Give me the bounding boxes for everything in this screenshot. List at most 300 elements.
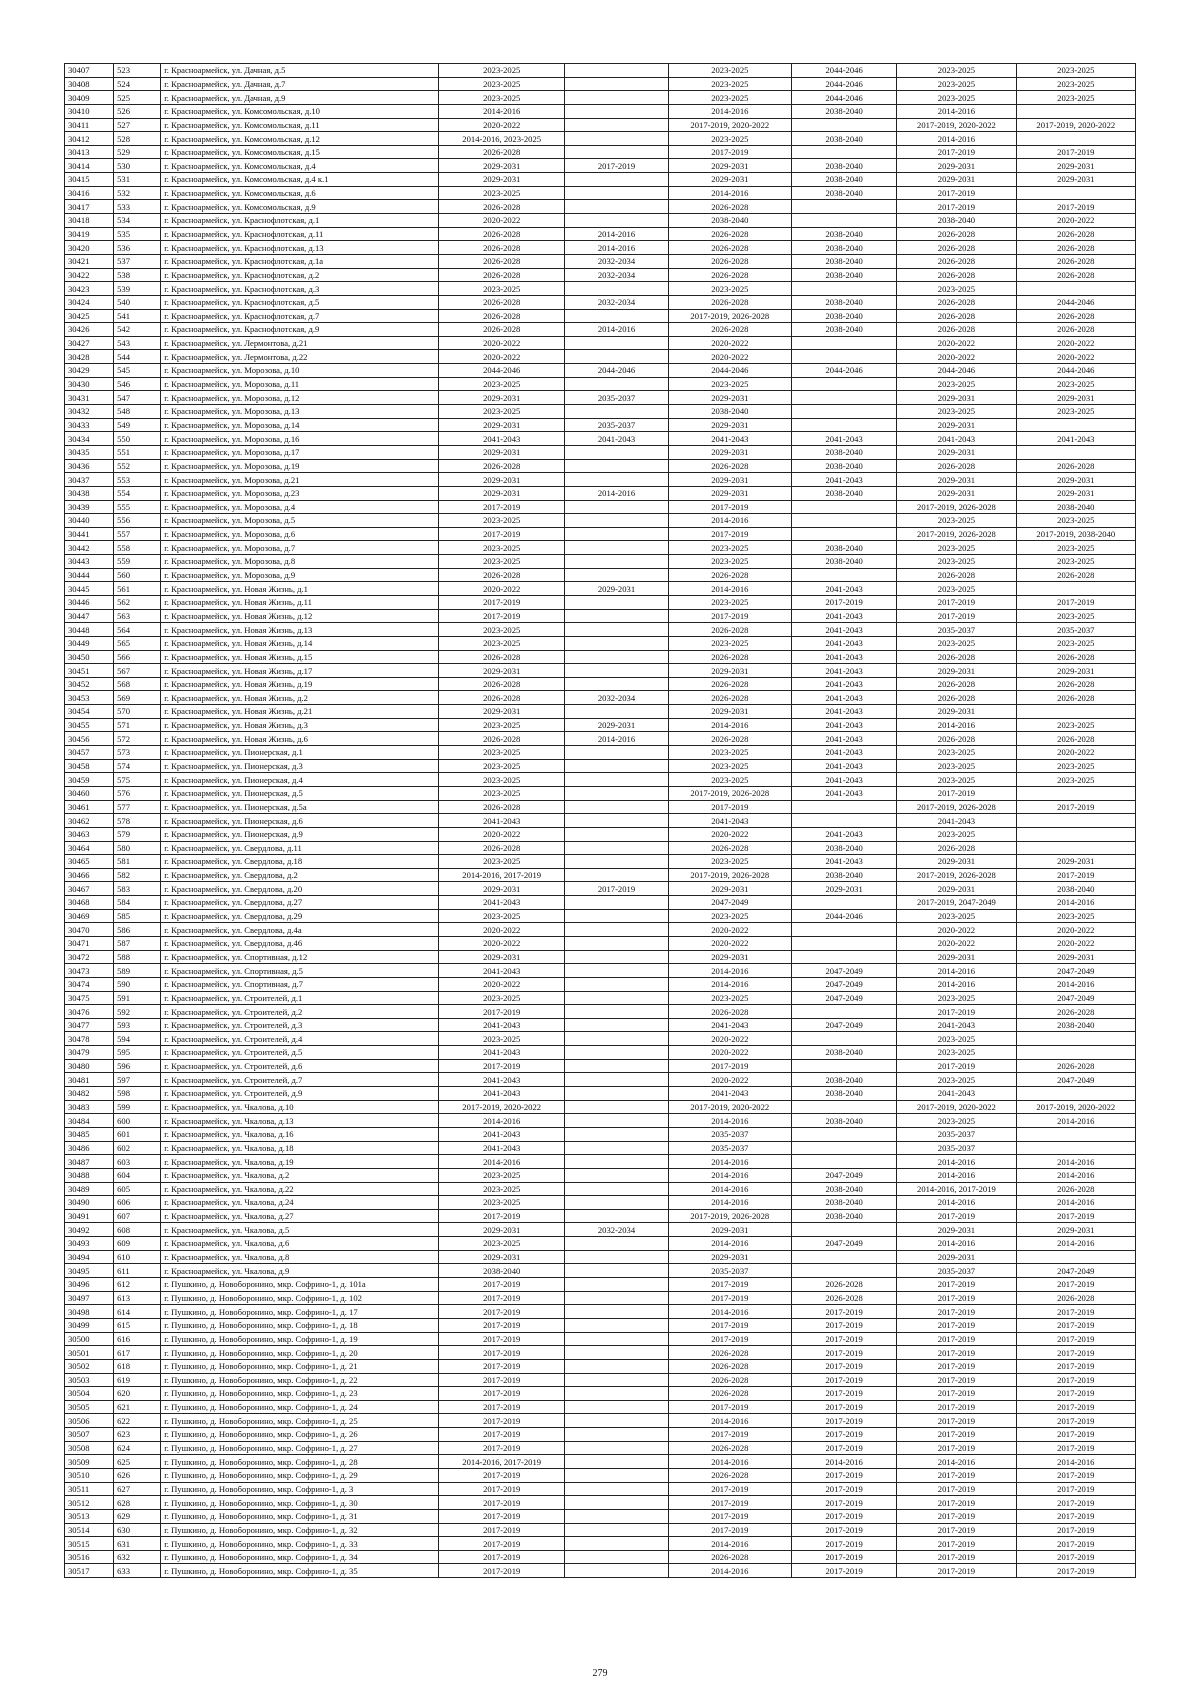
- row-number-cell: 30502: [65, 1359, 114, 1373]
- table-row: [65, 1168, 1136, 1182]
- period-3-cell: 2041-2043: [668, 1087, 791, 1101]
- period-5-cell: 2023-2025: [897, 746, 1016, 760]
- table-row: [65, 1264, 1136, 1278]
- row-number-cell: 30484: [65, 1114, 114, 1128]
- period-6-cell: 2017-2019: [1016, 1468, 1135, 1482]
- period-6-cell: 2026-2028: [1016, 459, 1135, 473]
- period-6-cell: 2017-2019: [1016, 1346, 1135, 1360]
- table-row: [65, 1305, 1136, 1319]
- period-1-cell: 2041-2043: [439, 896, 565, 910]
- period-6-cell: [1016, 814, 1135, 828]
- address-cell: г. Красноармейск, ул. Комсомольская, д.12: [161, 132, 439, 146]
- address-cell: г. Красноармейск, ул. Морозова, д.4: [161, 500, 439, 514]
- period-2-cell: [565, 786, 668, 800]
- period-5-cell: 2026-2028: [897, 268, 1016, 282]
- address-cell: г. Пушкино, д. Новоборонино, мкр. Софрино-1, д. 3: [161, 1482, 439, 1496]
- row-number-cell: 30499: [65, 1318, 114, 1332]
- period-5-cell: 2017-2019: [897, 200, 1016, 214]
- period-3-cell: 2017-2019, 2020-2022: [668, 1100, 791, 1114]
- period-5-cell: 2014-2016: [897, 718, 1016, 732]
- row-number-cell: 30450: [65, 650, 114, 664]
- period-6-cell: 2014-2016: [1016, 1155, 1135, 1169]
- period-6-cell: [1016, 582, 1135, 596]
- period-1-cell: 2017-2019: [439, 1482, 565, 1496]
- period-6-cell: 2017-2019: [1016, 1209, 1135, 1223]
- address-cell: г. Красноармейск, ул. Комсомольская, д.4: [161, 159, 439, 173]
- period-1-cell: 2023-2025: [439, 636, 565, 650]
- table-row: [65, 950, 1136, 964]
- period-1-cell: 2017-2019, 2020-2022: [439, 1100, 565, 1114]
- address-cell: г. Красноармейск, ул. Чкалова, д.10: [161, 1100, 439, 1114]
- row-number-cell: 30506: [65, 1414, 114, 1428]
- period-5-cell: 2023-2025: [897, 1073, 1016, 1087]
- address-cell: г. Красноармейск, ул. Морозова, д.19: [161, 459, 439, 473]
- period-3-cell: 2029-2031: [668, 473, 791, 487]
- period-3-cell: 2026-2028: [668, 691, 791, 705]
- period-3-cell: 2029-2031: [668, 950, 791, 964]
- period-2-cell: [565, 1032, 668, 1046]
- table-row: [65, 909, 1136, 923]
- period-5-cell: 2017-2019: [897, 1332, 1016, 1346]
- period-3-cell: 2014-2016: [668, 977, 791, 991]
- period-4-cell: [791, 1005, 896, 1019]
- address-cell: г. Красноармейск, ул. Комсомольская, д.11: [161, 118, 439, 132]
- period-1-cell: 2023-2025: [439, 1168, 565, 1182]
- item-number-cell: 571: [114, 718, 161, 732]
- period-5-cell: 2020-2022: [897, 350, 1016, 364]
- period-4-cell: 2038-2040: [791, 323, 896, 337]
- period-4-cell: 2041-2043: [791, 718, 896, 732]
- period-6-cell: 2017-2019: [1016, 1359, 1135, 1373]
- address-cell: г. Красноармейск, ул. Краснофлотская, д.5: [161, 295, 439, 309]
- item-number-cell: 570: [114, 705, 161, 719]
- period-3-cell: 2017-2019: [668, 1428, 791, 1442]
- table-row: [65, 268, 1136, 282]
- period-4-cell: 2047-2049: [791, 977, 896, 991]
- address-cell: г. Пушкино, д. Новоборонино, мкр. Софрино-1, д. 31: [161, 1509, 439, 1523]
- period-1-cell: 2023-2025: [439, 186, 565, 200]
- period-1-cell: 2017-2019: [439, 1005, 565, 1019]
- period-5-cell: 2017-2019: [897, 1523, 1016, 1537]
- period-4-cell: 2038-2040: [791, 1087, 896, 1101]
- table-row: [65, 1441, 1136, 1455]
- address-cell: г. Красноармейск, ул. Морозова, д.21: [161, 473, 439, 487]
- period-4-cell: 2038-2040: [791, 486, 896, 500]
- period-3-cell: 2017-2019, 2026-2028: [668, 868, 791, 882]
- period-6-cell: 2026-2028: [1016, 1059, 1135, 1073]
- period-6-cell: 2029-2031: [1016, 486, 1135, 500]
- period-1-cell: 2026-2028: [439, 323, 565, 337]
- period-3-cell: 2017-2019: [668, 1059, 791, 1073]
- period-1-cell: 2029-2031: [439, 473, 565, 487]
- table-row: [65, 582, 1136, 596]
- period-2-cell: [565, 950, 668, 964]
- table-row: [65, 1127, 1136, 1141]
- period-1-cell: 2017-2019: [439, 527, 565, 541]
- period-5-cell: 2023-2025: [897, 909, 1016, 923]
- period-4-cell: 2017-2019: [791, 1482, 896, 1496]
- item-number-cell: 551: [114, 445, 161, 459]
- period-1-cell: 2026-2028: [439, 268, 565, 282]
- address-cell: г. Пушкино, д. Новоборонино, мкр. Софрино-1, д. 29: [161, 1468, 439, 1482]
- row-number-cell: 30434: [65, 432, 114, 446]
- row-number-cell: 30486: [65, 1141, 114, 1155]
- period-3-cell: 2023-2025: [668, 909, 791, 923]
- period-3-cell: 2026-2028: [668, 268, 791, 282]
- table-row: [65, 473, 1136, 487]
- row-number-cell: 30409: [65, 91, 114, 105]
- period-4-cell: [791, 814, 896, 828]
- item-number-cell: 560: [114, 568, 161, 582]
- period-6-cell: 2029-2031: [1016, 173, 1135, 187]
- period-4-cell: 2017-2019: [791, 1523, 896, 1537]
- period-3-cell: 2029-2031: [668, 882, 791, 896]
- period-4-cell: 2017-2019: [791, 1373, 896, 1387]
- address-cell: г. Красноармейск, ул. Новая Жизнь, д.15: [161, 650, 439, 664]
- item-number-cell: 580: [114, 841, 161, 855]
- item-number-cell: 603: [114, 1155, 161, 1169]
- period-3-cell: 2026-2028: [668, 254, 791, 268]
- address-cell: г. Пушкино, д. Новоборонино, мкр. Софрино-1, д. 20: [161, 1346, 439, 1360]
- period-6-cell: 2029-2031: [1016, 391, 1135, 405]
- address-cell: г. Красноармейск, ул. Комсомольская, д.10: [161, 104, 439, 118]
- period-4-cell: 2041-2043: [791, 473, 896, 487]
- address-cell: г. Пушкино, д. Новоборонино, мкр. Софрино-1, д. 24: [161, 1400, 439, 1414]
- table-row: [65, 677, 1136, 691]
- period-3-cell: 2047-2049: [668, 896, 791, 910]
- period-2-cell: [565, 1550, 668, 1564]
- row-number-cell: 30479: [65, 1046, 114, 1060]
- period-3-cell: 2035-2037: [668, 1264, 791, 1278]
- period-3-cell: 2017-2019: [668, 1278, 791, 1292]
- address-cell: г. Красноармейск, ул. Морозова, д.7: [161, 541, 439, 555]
- period-2-cell: [565, 500, 668, 514]
- item-number-cell: 607: [114, 1209, 161, 1223]
- period-6-cell: [1016, 445, 1135, 459]
- period-2-cell: [565, 595, 668, 609]
- row-number-cell: 30449: [65, 636, 114, 650]
- period-4-cell: 2017-2019: [791, 1359, 896, 1373]
- table-row: [65, 1073, 1136, 1087]
- period-1-cell: 2014-2016: [439, 1155, 565, 1169]
- table-row: [65, 1237, 1136, 1251]
- period-2-cell: 2014-2016: [565, 486, 668, 500]
- address-cell: г. Красноармейск, ул. Лермонтова, д.21: [161, 336, 439, 350]
- period-6-cell: 2017-2019: [1016, 1509, 1135, 1523]
- address-cell: г. Красноармейск, ул. Свердлова, д.11: [161, 841, 439, 855]
- period-1-cell: 2023-2025: [439, 555, 565, 569]
- period-5-cell: 2023-2025: [897, 555, 1016, 569]
- period-4-cell: [791, 214, 896, 228]
- period-3-cell: 2020-2022: [668, 1046, 791, 1060]
- period-4-cell: [791, 1032, 896, 1046]
- period-2-cell: 2014-2016: [565, 732, 668, 746]
- period-3-cell: 2029-2031: [668, 418, 791, 432]
- period-5-cell: 2026-2028: [897, 459, 1016, 473]
- period-1-cell: 2026-2028: [439, 691, 565, 705]
- item-number-cell: 610: [114, 1250, 161, 1264]
- period-5-cell: 2020-2022: [897, 923, 1016, 937]
- item-number-cell: 530: [114, 159, 161, 173]
- period-2-cell: [565, 1264, 668, 1278]
- period-2-cell: [565, 132, 668, 146]
- period-5-cell: 2014-2016: [897, 104, 1016, 118]
- row-number-cell: 30462: [65, 814, 114, 828]
- period-5-cell: 2026-2028: [897, 309, 1016, 323]
- period-2-cell: 2014-2016: [565, 227, 668, 241]
- item-number-cell: 575: [114, 773, 161, 787]
- period-2-cell: [565, 568, 668, 582]
- period-5-cell: 2041-2043: [897, 1087, 1016, 1101]
- period-5-cell: 2017-2019: [897, 145, 1016, 159]
- period-3-cell: 2023-2025: [668, 759, 791, 773]
- period-4-cell: 2017-2019: [791, 1537, 896, 1551]
- table-row: [65, 1373, 1136, 1387]
- row-number-cell: 30482: [65, 1087, 114, 1101]
- table-row: [65, 500, 1136, 514]
- table-row: [65, 1223, 1136, 1237]
- period-3-cell: 2038-2040: [668, 405, 791, 419]
- period-2-cell: [565, 1059, 668, 1073]
- period-4-cell: 2041-2043: [791, 746, 896, 760]
- period-3-cell: 2023-2025: [668, 746, 791, 760]
- period-4-cell: 2047-2049: [791, 1168, 896, 1182]
- period-6-cell: 2017-2019: [1016, 1523, 1135, 1537]
- period-2-cell: [565, 650, 668, 664]
- address-cell: г. Красноармейск, ул. Морозова, д.13: [161, 405, 439, 419]
- period-4-cell: [791, 145, 896, 159]
- item-number-cell: 532: [114, 186, 161, 200]
- period-6-cell: 2020-2022: [1016, 336, 1135, 350]
- period-5-cell: 2017-2019, 2026-2028: [897, 800, 1016, 814]
- period-3-cell: 2026-2028: [668, 1346, 791, 1360]
- period-6-cell: 2023-2025: [1016, 541, 1135, 555]
- period-3-cell: 2026-2028: [668, 568, 791, 582]
- address-cell: г. Красноармейск, ул. Новая Жизнь, д.3: [161, 718, 439, 732]
- row-number-cell: 30463: [65, 827, 114, 841]
- address-cell: г. Пушкино, д. Новоборонино, мкр. Софрино-1, д. 102: [161, 1291, 439, 1305]
- item-number-cell: 618: [114, 1359, 161, 1373]
- period-2-cell: [565, 1114, 668, 1128]
- row-number-cell: 30505: [65, 1400, 114, 1414]
- period-1-cell: 2023-2025: [439, 786, 565, 800]
- item-number-cell: 592: [114, 1005, 161, 1019]
- row-number-cell: 30443: [65, 555, 114, 569]
- period-2-cell: [565, 937, 668, 951]
- row-number-cell: 30473: [65, 964, 114, 978]
- period-6-cell: 2017-2019: [1016, 1564, 1135, 1578]
- address-cell: г. Красноармейск, ул. Чкалова, д.13: [161, 1114, 439, 1128]
- period-5-cell: 2017-2019: [897, 1564, 1016, 1578]
- row-number-cell: 30458: [65, 759, 114, 773]
- period-1-cell: 2020-2022: [439, 336, 565, 350]
- period-6-cell: 2047-2049: [1016, 1264, 1135, 1278]
- item-number-cell: 599: [114, 1100, 161, 1114]
- period-1-cell: 2014-2016, 2023-2025: [439, 132, 565, 146]
- address-cell: г. Пушкино, д. Новоборонино, мкр. Софрино-1, д. 17: [161, 1305, 439, 1319]
- item-number-cell: 582: [114, 868, 161, 882]
- period-6-cell: [1016, 1250, 1135, 1264]
- table-row: [65, 254, 1136, 268]
- period-2-cell: [565, 1441, 668, 1455]
- row-number-cell: 30426: [65, 323, 114, 337]
- item-number-cell: 557: [114, 527, 161, 541]
- item-number-cell: 594: [114, 1032, 161, 1046]
- period-2-cell: [565, 1046, 668, 1060]
- period-2-cell: [565, 909, 668, 923]
- period-1-cell: 2029-2031: [439, 159, 565, 173]
- period-6-cell: 2029-2031: [1016, 1223, 1135, 1237]
- address-cell: г. Красноармейск, ул. Морозова, д.8: [161, 555, 439, 569]
- period-2-cell: [565, 541, 668, 555]
- period-6-cell: 2017-2019, 2020-2022: [1016, 1100, 1135, 1114]
- table-row: [65, 650, 1136, 664]
- period-2-cell: [565, 1237, 668, 1251]
- address-cell: г. Красноармейск, ул. Морозова, д.17: [161, 445, 439, 459]
- period-4-cell: 2047-2049: [791, 1018, 896, 1032]
- period-6-cell: 2026-2028: [1016, 568, 1135, 582]
- period-3-cell: 2026-2028: [668, 677, 791, 691]
- address-cell: г. Красноармейск, ул. Краснофлотская, д.1а: [161, 254, 439, 268]
- table-row: [65, 1155, 1136, 1169]
- period-5-cell: 2017-2019, 2026-2028: [897, 868, 1016, 882]
- period-6-cell: 2026-2028: [1016, 1005, 1135, 1019]
- period-1-cell: 2023-2025: [439, 718, 565, 732]
- period-4-cell: 2026-2028: [791, 1278, 896, 1292]
- address-cell: г. Красноармейск, ул. Новая Жизнь, д.17: [161, 664, 439, 678]
- item-number-cell: 563: [114, 609, 161, 623]
- period-2-cell: [565, 1141, 668, 1155]
- period-3-cell: 2020-2022: [668, 1032, 791, 1046]
- row-number-cell: 30446: [65, 595, 114, 609]
- row-number-cell: 30451: [65, 664, 114, 678]
- period-4-cell: [791, 1127, 896, 1141]
- period-1-cell: 2017-2019: [439, 1332, 565, 1346]
- period-1-cell: 2023-2025: [439, 1182, 565, 1196]
- period-1-cell: 2017-2019: [439, 1346, 565, 1360]
- item-number-cell: 555: [114, 500, 161, 514]
- period-3-cell: 2026-2028: [668, 1005, 791, 1019]
- item-number-cell: 541: [114, 309, 161, 323]
- period-5-cell: 2041-2043: [897, 814, 1016, 828]
- period-6-cell: 2017-2019: [1016, 1482, 1135, 1496]
- period-6-cell: [1016, 104, 1135, 118]
- period-6-cell: 2017-2019, 2020-2022: [1016, 118, 1135, 132]
- row-number-cell: 30414: [65, 159, 114, 173]
- address-cell: г. Красноармейск, ул. Спортивная, д.12: [161, 950, 439, 964]
- period-6-cell: 2017-2019: [1016, 1305, 1135, 1319]
- schedule-table-body: [65, 64, 1136, 1578]
- item-number-cell: 588: [114, 950, 161, 964]
- table-row: [65, 132, 1136, 146]
- period-5-cell: 2017-2019, 2026-2028: [897, 500, 1016, 514]
- table-row: [65, 1482, 1136, 1496]
- item-number-cell: 564: [114, 623, 161, 637]
- row-number-cell: 30460: [65, 786, 114, 800]
- period-5-cell: 2026-2028: [897, 691, 1016, 705]
- period-4-cell: [791, 1250, 896, 1264]
- period-1-cell: 2017-2019: [439, 1537, 565, 1551]
- period-1-cell: 2017-2019: [439, 1400, 565, 1414]
- period-5-cell: 2023-2025: [897, 1114, 1016, 1128]
- table-row: [65, 786, 1136, 800]
- item-number-cell: 552: [114, 459, 161, 473]
- period-3-cell: 2014-2016: [668, 1564, 791, 1578]
- address-cell: г. Красноармейск, ул. Новая Жизнь, д.1: [161, 582, 439, 596]
- row-number-cell: 30495: [65, 1264, 114, 1278]
- period-3-cell: 2029-2031: [668, 664, 791, 678]
- period-1-cell: 2017-2019: [439, 1305, 565, 1319]
- period-3-cell: 2017-2019: [668, 500, 791, 514]
- address-cell: г. Красноармейск, ул. Пионерская, д.4: [161, 773, 439, 787]
- address-cell: г. Красноармейск, ул. Чкалова, д.8: [161, 1250, 439, 1264]
- period-2-cell: [565, 1414, 668, 1428]
- period-5-cell: 2029-2031: [897, 486, 1016, 500]
- row-number-cell: 30496: [65, 1278, 114, 1292]
- period-1-cell: 2017-2019: [439, 1523, 565, 1537]
- period-3-cell: 2029-2031: [668, 1250, 791, 1264]
- period-6-cell: [1016, 282, 1135, 296]
- period-1-cell: 2029-2031: [439, 1250, 565, 1264]
- period-5-cell: 2014-2016: [897, 1237, 1016, 1251]
- period-5-cell: 2014-2016, 2017-2019: [897, 1182, 1016, 1196]
- period-6-cell: 2044-2046: [1016, 364, 1135, 378]
- period-4-cell: [791, 350, 896, 364]
- period-3-cell: 2017-2019: [668, 1318, 791, 1332]
- period-1-cell: 2029-2031: [439, 1223, 565, 1237]
- row-number-cell: 30427: [65, 336, 114, 350]
- period-3-cell: 2017-2019: [668, 609, 791, 623]
- period-6-cell: 2014-2016: [1016, 1196, 1135, 1210]
- period-3-cell: 2041-2043: [668, 1018, 791, 1032]
- period-6-cell: 2023-2025: [1016, 555, 1135, 569]
- address-cell: г. Красноармейск, ул. Новая Жизнь, д.11: [161, 595, 439, 609]
- period-5-cell: 2023-2025: [897, 991, 1016, 1005]
- period-3-cell: 2035-2037: [668, 1141, 791, 1155]
- period-5-cell: 2023-2025: [897, 514, 1016, 528]
- row-number-cell: 30430: [65, 377, 114, 391]
- table-row: [65, 896, 1136, 910]
- period-5-cell: 2029-2031: [897, 1223, 1016, 1237]
- period-1-cell: 2026-2028: [439, 241, 565, 255]
- address-cell: г. Красноармейск, ул. Морозова, д.5: [161, 514, 439, 528]
- period-4-cell: 2038-2040: [791, 841, 896, 855]
- period-3-cell: 2029-2031: [668, 173, 791, 187]
- period-4-cell: [791, 377, 896, 391]
- period-6-cell: 2023-2025: [1016, 405, 1135, 419]
- period-5-cell: 2017-2019: [897, 186, 1016, 200]
- period-2-cell: [565, 1496, 668, 1510]
- period-6-cell: 2038-2040: [1016, 1018, 1135, 1032]
- period-2-cell: [565, 746, 668, 760]
- period-1-cell: 2017-2019: [439, 1441, 565, 1455]
- period-1-cell: 2020-2022: [439, 937, 565, 951]
- item-number-cell: 625: [114, 1455, 161, 1469]
- period-3-cell: 2023-2025: [668, 555, 791, 569]
- period-1-cell: 2026-2028: [439, 800, 565, 814]
- period-3-cell: 2029-2031: [668, 159, 791, 173]
- period-6-cell: 2026-2028: [1016, 1182, 1135, 1196]
- address-cell: г. Красноармейск, ул. Пионерская, д.9: [161, 827, 439, 841]
- period-5-cell: 2017-2019: [897, 1359, 1016, 1373]
- item-number-cell: 546: [114, 377, 161, 391]
- period-2-cell: [565, 1564, 668, 1578]
- period-6-cell: 2017-2019: [1016, 145, 1135, 159]
- period-3-cell: 2023-2025: [668, 377, 791, 391]
- period-6-cell: [1016, 1032, 1135, 1046]
- period-2-cell: 2014-2016: [565, 323, 668, 337]
- table-row: [65, 391, 1136, 405]
